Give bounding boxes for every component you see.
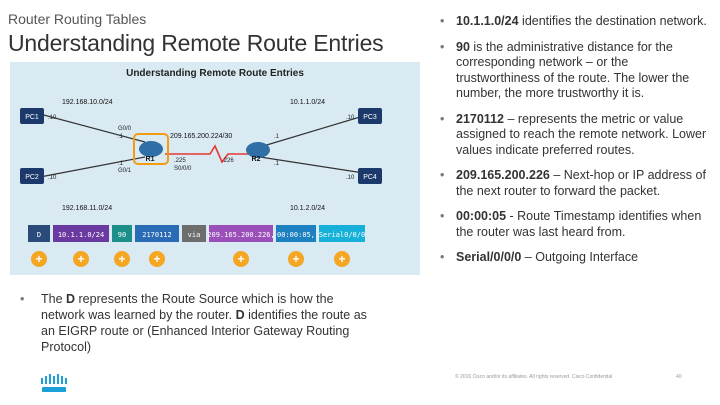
router-r2-icon <box>246 142 270 163</box>
route-field-label: 10.1.1.0/24 <box>57 231 105 239</box>
plus-sign: + <box>237 252 245 266</box>
pc3-icon <box>358 108 382 124</box>
network-label: 209.165.200.224/30 <box>170 133 233 140</box>
network-label: 10.1.1.0/24 <box>290 99 326 106</box>
list-item: • 209.165.200.226 – Next-hop or IP address of the next router to forward the packet. <box>440 168 706 198</box>
section-title: Router Routing Tables <box>8 11 147 27</box>
svg-text:.10: .10 <box>48 115 57 121</box>
route-field-explanations <box>440 14 710 266</box>
svg-text:PC2: PC2 <box>25 174 39 181</box>
network-label: 192.168.11.0/24 <box>62 205 113 212</box>
bullet-glyph: • <box>20 292 25 306</box>
route-field-label: 90 <box>117 231 127 239</box>
plus-sign: + <box>77 252 85 266</box>
list-item: • 10.1.1.0/24 identifies the destination network. <box>440 14 707 28</box>
page-number: 40 <box>676 374 682 380</box>
svg-text:.10: .10 <box>346 175 355 181</box>
plus-sign: + <box>338 252 346 266</box>
route-field-label: 209.165.200.226, <box>207 231 275 239</box>
plus-sign: + <box>153 252 161 266</box>
svg-text:G0/0: G0/0 <box>118 126 132 132</box>
plus-sign: + <box>292 252 300 266</box>
route-field-label: D <box>36 231 42 239</box>
route-entry-strip <box>28 225 365 242</box>
pc2-icon <box>20 168 44 184</box>
svg-text:R2: R2 <box>251 156 261 163</box>
list-item: • 90 is the administrative distance for the corresponding network – or the trustworthiness of the route. The lower the number, the more trustworthy it is. <box>440 39 690 100</box>
router-r1-icon <box>134 134 168 164</box>
svg-text:.225: .225 <box>174 158 186 164</box>
route-field-label: via <box>187 231 201 239</box>
list-item: • 2170112 – represents the metric or value assigned to reach the remote network. Lower values indicate preferred routes. <box>440 111 707 157</box>
svg-text:S0/0/0: S0/0/0 <box>174 166 192 172</box>
footer-copyright: © 2016 Cisco and/or its affiliates. All rights reserved. Cisco Confidential <box>455 374 613 380</box>
route-source-bullet: • The D represents the Route Source which is how the network was learned by the router. D identifies the route as an EIGRP route or (Enhanced Interior Gateway Routing Protocol) <box>20 292 367 354</box>
plus-markers <box>31 251 350 267</box>
svg-text:.1: .1 <box>274 161 280 167</box>
plus-sign: + <box>35 252 43 266</box>
route-field-label: 00:00:05, <box>277 231 315 239</box>
svg-text:.1: .1 <box>118 161 124 167</box>
svg-text:G0/1: G0/1 <box>118 168 132 174</box>
svg-text:.10: .10 <box>48 175 57 181</box>
svg-text:.1: .1 <box>274 134 280 140</box>
route-field-label: Serial0/0/0 <box>318 231 366 239</box>
svg-text:.226: .226 <box>222 158 234 164</box>
svg-text:R1: R1 <box>145 156 155 163</box>
network-label: 10.1.2.0/24 <box>290 205 326 212</box>
network-diagram <box>10 62 420 275</box>
network-label: 192.168.10.0/24 <box>62 99 113 106</box>
svg-text:PC1: PC1 <box>25 114 39 121</box>
pc4-icon <box>358 168 382 184</box>
figure-title: Understanding Remote Route Entries <box>126 68 304 79</box>
pc1-icon <box>20 108 44 124</box>
svg-text:PC4: PC4 <box>363 174 377 181</box>
slide-title: Understanding Remote Route Entries <box>8 30 384 56</box>
list-item: • 00:00:05 - Route Timestamp identifies when the router was last heard from. <box>440 209 702 239</box>
route-field-label: 2170112 <box>142 231 172 239</box>
plus-sign: + <box>118 252 126 266</box>
svg-text:.1: .1 <box>118 134 124 140</box>
svg-text:.10: .10 <box>346 115 355 121</box>
network-diagram-figure <box>10 62 420 275</box>
svg-text:PC3: PC3 <box>363 114 377 121</box>
list-item: • Serial/0/0/0 – Outgoing Interface <box>440 250 639 264</box>
cisco-logo-icon <box>40 374 68 394</box>
